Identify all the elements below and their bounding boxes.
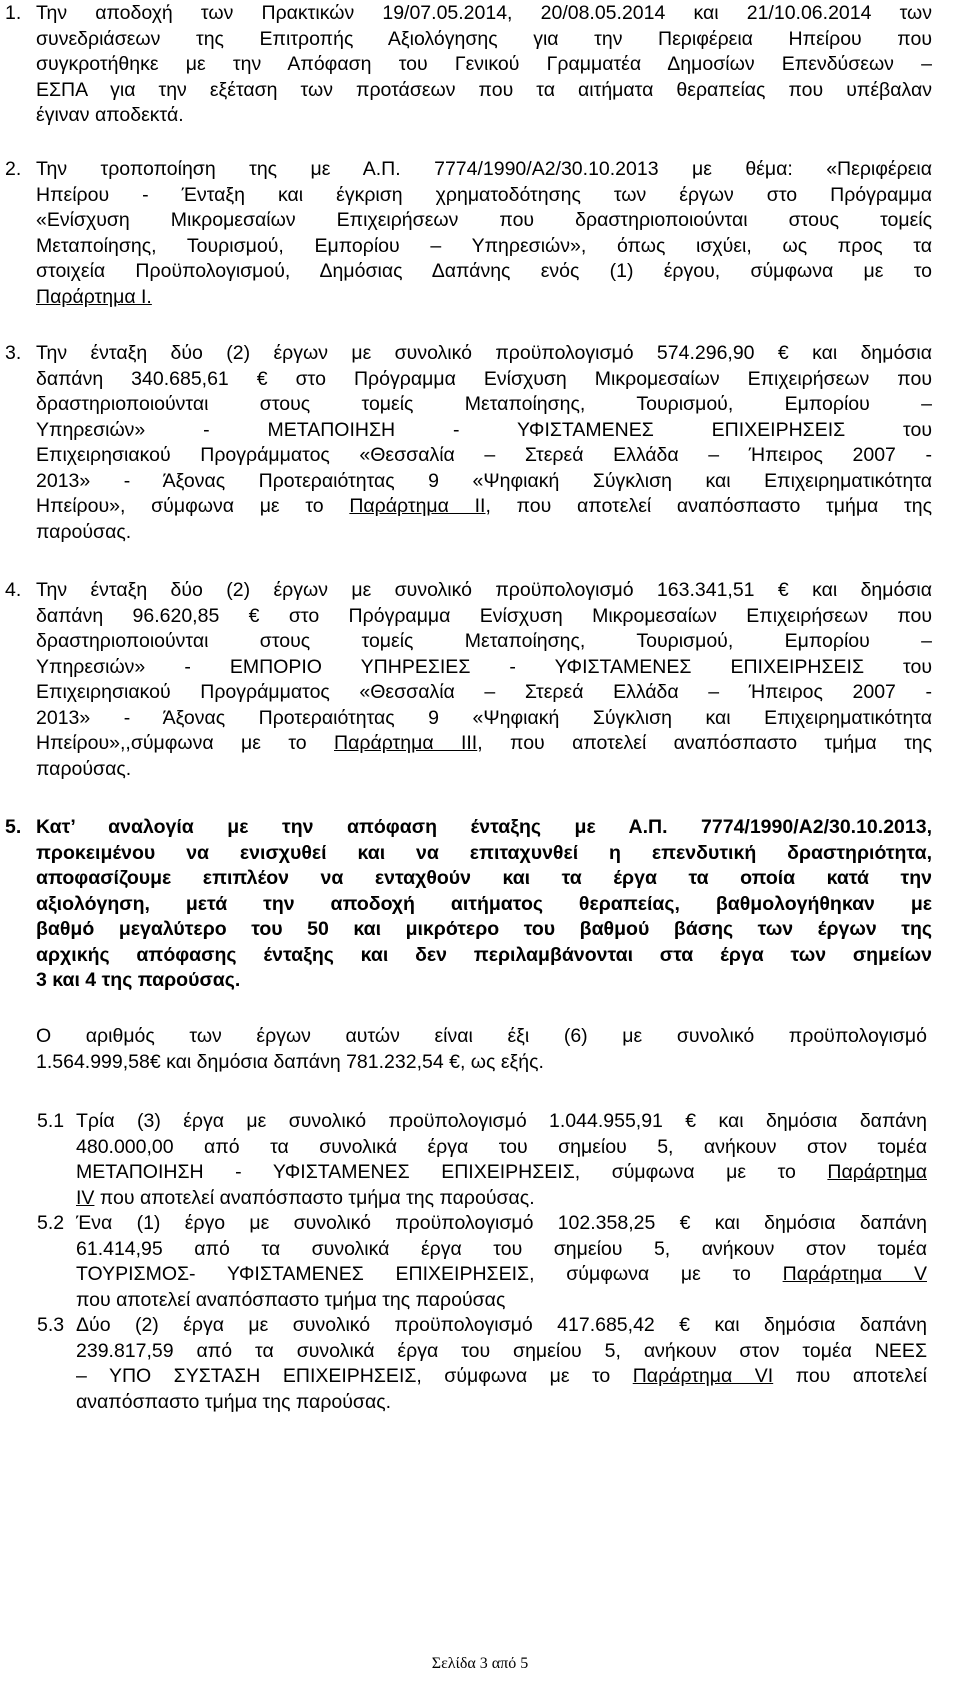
sub-item-number: 5.1 (37, 1110, 65, 1132)
summary-paragraph (36, 1024, 927, 1075)
text-line: προκειμένου να ενισχυθεί και να επιταχυνθεί η επενδυτική δραστηριότητα, (36, 841, 932, 864)
annex-link[interactable]: Παράρτημα ΙΙ (349, 495, 486, 517)
text-fragment: Ηπείρου», σύμφωνα με το (36, 495, 350, 517)
item-number: 4. (5, 579, 22, 601)
text-line: Την τροποποίηση της με Α.Π. 7774/1990/Α2/30.10.2013 με θέμα: «Περιφέρεια (36, 158, 932, 180)
sub-item-text (76, 1313, 927, 1415)
text-fragment: , που αποτελεί αναπόσπαστο τμήμα της (477, 732, 933, 754)
text-line: συνεδριάσεων της Επιτροπής Αξιολόγησης για την Περιφέρεια Ηπείρου που (36, 27, 932, 50)
text-line: αποφασίζουμε επιπλέον να ενταχθούν και τα έργα τα οποία κατά την (36, 867, 932, 889)
text-line: παρούσας. (36, 520, 132, 543)
text-line: Μεταποίησης, Τουρισμού, Εμπορίου – Υπηρεσιών», όπως ισχύει, ως προς τα (36, 234, 932, 257)
text-line: Την ένταξη δύο (2) έργων με συνολικό προϋπολογισμό 163.341,51 € και δημόσια (36, 579, 932, 601)
list-item-3 (5, 341, 932, 545)
text-line: βαθμό μεγαλύτερο του 50 και μικρότερο του βαθμού βάσης των έργων της (36, 918, 932, 940)
text-line: Ένα (1) έργο με συνολικό προϋπολογισμό 102.358,25 € και δημόσια δαπάνη (76, 1212, 927, 1234)
annex-link[interactable]: Παράρτημα V (782, 1263, 927, 1285)
text-fragment: – ΥΠΟ ΣΥΣΤΑΣΗ ΕΠΙΧΕΙΡΗΣΕΙΣ, σύμφωνα με το (76, 1365, 633, 1387)
text-line: αξιολόγηση, μετά την αποδοχή αιτήματος θεραπείας, βαθμολογήθηκαν με (36, 892, 932, 915)
text-fragment: , που αποτελεί αναπόσπαστο τμήμα της (485, 495, 932, 517)
annex-link[interactable]: Παράρτημα ΙΙΙ (334, 732, 478, 754)
text-line: Επιχειρησιακού Προγράμματος «Θεσσαλία – Στερεά Ελλάδα – Ήπειρος 2007 - (36, 444, 932, 466)
sub-item-text (76, 1109, 927, 1211)
sub-item-text (76, 1211, 927, 1313)
list-item-4 (5, 578, 932, 782)
text-line: 61.414,95 από τα συνολικά έργα του σημείου 5, ανήκουν στον τομέα (76, 1237, 927, 1260)
text-line: Υπηρεσιών» - ΕΜΠΟΡΙΟ ΥΠΗΡΕΣΙΕΣ - ΥΦΙΣΤΑΜΕΝΕΣ ΕΠΙΧΕΙΡΗΣΕΙΣ του (36, 655, 932, 678)
list-item-1 (5, 1, 932, 129)
item-text (36, 815, 932, 994)
item-text (36, 578, 932, 782)
item-number: 3. (5, 342, 22, 364)
text-line: παρούσας. (36, 757, 132, 780)
text-line: δαπάνη 340.685,61 € στο Πρόγραμμα Ενίσχυση Μικρομεσαίων Επιχειρήσεων που (36, 367, 932, 390)
text-line: 2013» - Άξονας Προτεραιότητας 9 «Ψηφιακή Σύγκλιση και Επιχειρηματικότητα (36, 469, 932, 492)
text-fragment: που αποτελεί αναπόσπαστο τμήμα της παρούσας. (94, 1186, 535, 1209)
item-number: 1. (5, 2, 22, 24)
text-line: που αποτελεί αναπόσπαστο τμήμα της παρούσας (76, 1288, 506, 1311)
text-line: 239.817,59 από τα συνολικά έργα του σημείου 5, ανήκουν στον τομέα ΝΕΕΣ (76, 1339, 927, 1362)
text-line: Δύο (2) έργα με συνολικό προϋπολογισμό 417.685,42 € και δημόσια δαπάνη (76, 1314, 927, 1336)
sub-item-number: 5.3 (37, 1314, 65, 1336)
list-item-2 (5, 157, 932, 310)
text-line (76, 1186, 927, 1212)
text-fragment: Ηπείρου»,,σύμφωνα με το (36, 732, 334, 754)
text-line: ΕΣΠΑ για την εξέταση των προτάσεων που τα αιτήματα θεραπείας που υπέβαλαν (36, 78, 932, 101)
item-text (36, 157, 932, 310)
list-item-5 (5, 815, 932, 994)
text-fragment: που αποτελεί (773, 1365, 928, 1387)
text-line: στοιχεία Προϋπολογισμού, Δημόσιας Δαπάνης ενός (1) έργου, σύμφωνα με το (36, 260, 932, 282)
text-fragment: ΜΕΤΑΠΟΙΗΣΗ - ΥΦΙΣΤΑΜΕΝΕΣ ΕΠΙΧΕΙΡΗΣΕΙΣ, σύμφωνα με το (76, 1161, 828, 1183)
text-line: Την αποδοχή των Πρακτικών 19/07.05.2014, 20/08.05.2014 και 21/10.06.2014 των (36, 2, 932, 24)
item-number: 2. (5, 158, 22, 180)
page-footer: Σελίδα 3 από 5 (431, 1655, 529, 1672)
text-line (76, 1364, 927, 1390)
text-line (36, 494, 932, 520)
text-line: 2013» - Άξονας Προτεραιότητας 9 «Ψηφιακή Σύγκλιση και Επιχειρηματικότητα (36, 706, 932, 729)
annex-link[interactable]: Παράρτημα VI (632, 1365, 774, 1387)
text-line: έγιναν αποδεκτά. (36, 104, 184, 126)
annex-link[interactable]: Παράρτημα Ι. (36, 285, 152, 308)
text-line (36, 731, 932, 757)
text-line: δαπάνη 96.620,85 € στο Πρόγραμμα Ενίσχυση Μικρομεσαίων Επιχειρήσεων που (36, 604, 932, 627)
text-line: αρχικής απόφασης ένταξης και δεν περιλαμβάνονται στα έργα των σημείων (36, 943, 932, 966)
text-line: Υπηρεσιών» - ΜΕΤΑΠΟΙΗΣΗ - ΥΦΙΣΤΑΜΕΝΕΣ ΕΠΙΧΕΙΡΗΣΕΙΣ του (36, 418, 932, 441)
text-line: Ηπείρου - Ένταξη και έγκριση χρηματοδότησης των έργων στο Πρόγραμμα (36, 183, 932, 206)
text-line: Κατ’ αναλογία με την απόφαση ένταξης με Α.Π. 7774/1990/Α2/30.10.2013, (36, 816, 932, 838)
annex-link[interactable]: ΙV (76, 1186, 95, 1209)
item-text (36, 341, 932, 545)
text-line: Επιχειρησιακού Προγράμματος «Θεσσαλία – Στερεά Ελλάδα – Ήπειρος 2007 - (36, 681, 932, 703)
text-line: Τρία (3) έργα με συνολικό προϋπολογισμό 1.044.955,91 € και δημόσια δαπάνη (76, 1110, 927, 1132)
text-line: 480.000,00 από τα συνολικά έργα του σημείου 5, ανήκουν στον τομέα (76, 1135, 927, 1158)
text-line: Ο αριθμός των έργων αυτών είναι έξι (6) με συνολικό προϋπολογισμό (36, 1025, 927, 1047)
text-line: 3 και 4 της παρούσας. (36, 969, 241, 991)
text-line: Την ένταξη δύο (2) έργων με συνολικό προϋπολογισμό 574.296,90 € και δημόσια (36, 342, 932, 364)
text-line (76, 1262, 927, 1288)
annex-link[interactable]: Παράρτημα (827, 1161, 927, 1183)
sub-item-5-2 (37, 1211, 927, 1313)
text-fragment: ΤΟΥΡΙΣΜΟΣ- ΥΦΙΣΤΑΜΕΝΕΣ ΕΠΙΧΕΙΡΗΣΕΙΣ, σύμφωνα με το (76, 1263, 783, 1285)
text-line: 1.564.999,58€ και δημόσια δαπάνη 781.232,54 €, ως εξής. (36, 1050, 544, 1073)
sub-item-5-1 (37, 1109, 927, 1211)
text-line: δραστηριοποιούνται στους τομείς Μεταποίησης, Τουρισμού, Εμπορίου – (36, 630, 932, 652)
sub-item-number: 5.2 (37, 1212, 65, 1234)
item-text (36, 1, 932, 129)
text-line (76, 1160, 927, 1186)
text-line: «Ενίσχυση Μικρομεσαίων Επιχειρήσεων που δραστηριοποιούνται στους τομείς (36, 209, 932, 231)
item-number: 5. (5, 816, 22, 838)
text-line: αναπόσπαστο τμήμα της παρούσας. (76, 1390, 392, 1413)
text-line: συγκροτήθηκε με την Απόφαση του Γενικού Γραμματέα Δημοσίων Επενδύσεων – (36, 53, 932, 75)
sub-item-5-3 (37, 1313, 927, 1415)
text-line: δραστηριοποιούνται στους τομείς Μεταποίησης, Τουρισμού, Εμπορίου – (36, 393, 932, 415)
